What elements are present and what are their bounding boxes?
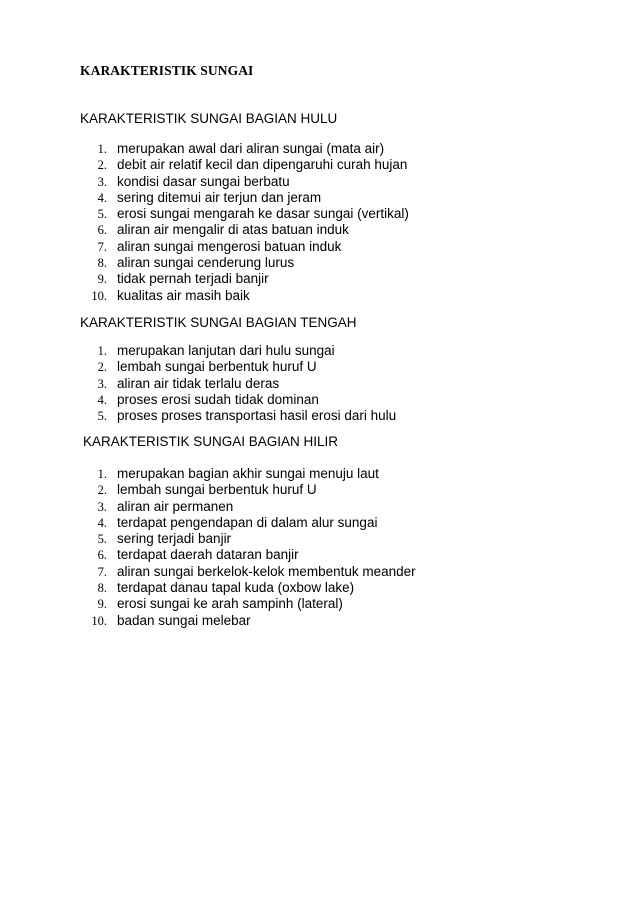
section-heading-tengah: KARAKTERISTIK SUNGAI BAGIAN TENGAH	[80, 315, 357, 330]
document-title: KARAKTERISTIK SUNGAI	[80, 63, 254, 78]
item-text: sering ditemui air terjun dan jeram	[117, 189, 322, 205]
item-number: 6.	[97, 223, 107, 238]
item-text: aliran air tidak terlalu deras	[117, 375, 280, 391]
item-number: 8.	[97, 256, 107, 271]
item-text: aliran sungai mengerosi batuan induk	[117, 238, 342, 254]
item-text: aliran air mengalir di atas batuan induk	[117, 222, 349, 238]
item-text: lembah sungai berbentuk huruf U	[117, 359, 317, 375]
item-number: 1.	[97, 344, 107, 358]
item-text: terdapat pengendapan di dalam alur sungai	[117, 514, 378, 530]
item-text: debit air relatif kecil dan dipengaruhi curah hujan	[117, 157, 408, 173]
item-number: 3.	[97, 174, 107, 189]
item-text: terdapat danau tapal kuda (oxbow lake)	[117, 580, 355, 596]
item-number: 6.	[97, 548, 107, 563]
item-number: 2.	[97, 360, 107, 375]
item-number: 10.	[91, 288, 107, 303]
item-number: 1.	[97, 142, 107, 156]
item-number: 3.	[97, 376, 107, 391]
item-text: tidak pernah terjadi banjir	[117, 271, 269, 287]
item-number: 9.	[97, 272, 107, 287]
item-text: sering terjadi banjir	[117, 531, 232, 547]
item-text: proses proses transportasi hasil erosi dari hulu	[117, 408, 397, 424]
item-text: erosi sungai ke arah sampinh (lateral)	[117, 596, 343, 612]
item-number: 4.	[97, 190, 107, 205]
item-text: merupakan lanjutan dari hulu sungai	[117, 343, 335, 358]
item-text: aliran sungai cenderung lurus	[117, 255, 295, 271]
item-number: 7.	[97, 564, 107, 579]
item-number: 10.	[91, 613, 107, 628]
item-number: 1.	[97, 467, 107, 481]
item-text: kualitas air masih baik	[117, 287, 250, 303]
item-number: 8.	[97, 581, 107, 596]
item-number: 2.	[97, 158, 107, 173]
item-text: badan sungai melebar	[117, 612, 251, 628]
item-number: 2.	[97, 483, 107, 498]
item-number: 5.	[97, 409, 107, 424]
item-number: 3.	[97, 499, 107, 514]
item-text: terdapat daerah dataran banjir	[117, 547, 299, 563]
item-number: 4.	[97, 392, 107, 407]
item-number: 5.	[97, 207, 107, 222]
item-number: 5.	[97, 532, 107, 547]
item-text: merupakan bagian akhir sungai menuju laut	[117, 466, 379, 481]
item-number: 7.	[97, 239, 107, 254]
item-number: 9.	[97, 597, 107, 612]
item-text: erosi sungai mengarah ke dasar sungai (vertikal)	[117, 206, 409, 222]
item-text: aliran sungai berkelok-kelok membentuk meander	[117, 563, 416, 579]
item-text: merupakan awal dari aliran sungai (mata air)	[117, 141, 385, 156]
item-text: kondisi dasar sungai berbatu	[117, 173, 290, 189]
section-heading-hulu: KARAKTERISTIK SUNGAI BAGIAN HULU	[80, 111, 338, 126]
item-number: 4.	[97, 515, 107, 530]
item-text: aliran air permanen	[117, 498, 234, 514]
section-heading-hilir: KARAKTERISTIK SUNGAI BAGIAN HILIR	[83, 434, 339, 449]
item-text: lembah sungai berbentuk huruf U	[117, 482, 317, 498]
item-text: proses erosi sudah tidak dominan	[117, 391, 319, 407]
